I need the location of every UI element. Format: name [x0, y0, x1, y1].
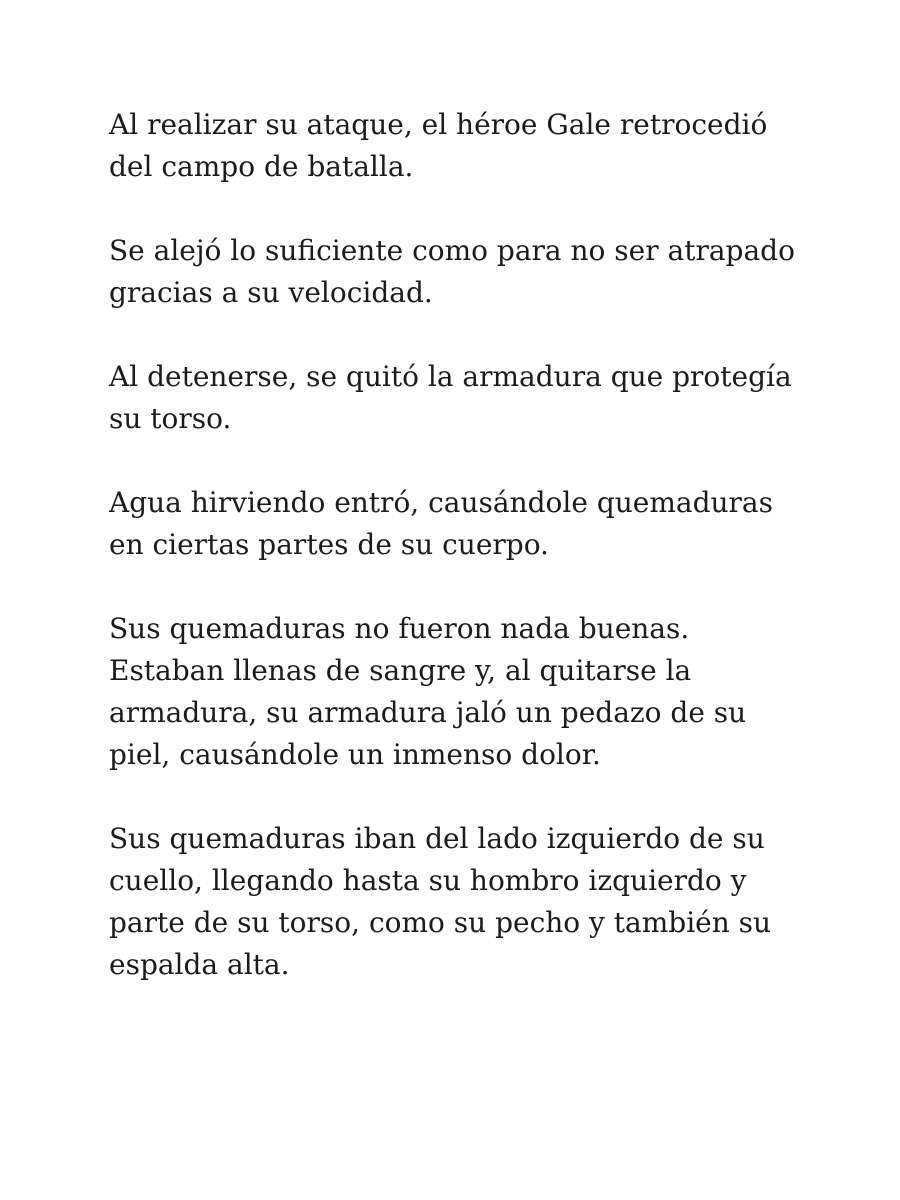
text-line: su torso.	[109, 402, 232, 435]
text-line: armadura, su armadura jaló un pedazo de su	[109, 696, 747, 729]
text-line: Al realizar su ataque, el héroe Gale retrocedió	[109, 108, 768, 141]
paragraph-3	[109, 356, 809, 440]
text-line: Sus quemaduras iban del lado izquierdo de su	[109, 822, 765, 855]
text-line: Se alejó lo suficiente como para no ser atrapado	[109, 234, 795, 267]
paragraph-2	[109, 230, 809, 314]
text-line: Agua hirviendo entró, causándole quemaduras	[109, 486, 773, 519]
text-line: cuello, llegando hasta su hombro izquierdo y	[109, 864, 747, 897]
paragraph-1	[109, 104, 809, 188]
text-line: Estaban llenas de sangre y, al quitarse la	[109, 654, 692, 687]
paragraph-6	[109, 818, 809, 986]
paragraph-5	[109, 608, 809, 776]
text-line: parte de su torso, como su pecho y también su	[109, 906, 772, 939]
text-line: en ciertas partes de su cuerpo.	[109, 528, 549, 561]
paragraph-4	[109, 482, 809, 566]
text-line: piel, causándole un inmenso dolor.	[109, 738, 601, 771]
text-line: gracias a su velocidad.	[109, 276, 433, 309]
text-line: Al detenerse, se quitó la armadura que protegía	[109, 360, 792, 393]
story-text	[109, 104, 809, 1028]
text-line: del campo de batalla.	[109, 150, 414, 183]
text-line: espalda alta.	[109, 948, 290, 981]
text-line: Sus quemaduras no fueron nada buenas.	[109, 612, 690, 645]
